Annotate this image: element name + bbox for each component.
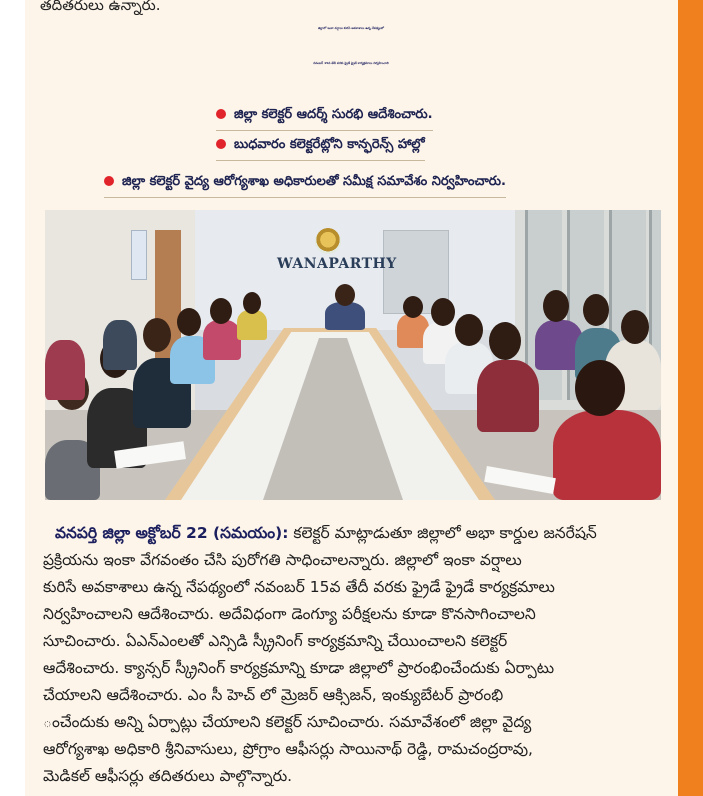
attendee-figure bbox=[103, 320, 137, 370]
body-line: కురిసే అవకాశాలు ఉన్న నేపథ్యంలో నవంబర్ 15వ తేదీ వరకు ఫ్రైడే ఫ్రైడే కార్యక్రమాలు bbox=[43, 578, 555, 596]
article-body bbox=[43, 520, 665, 790]
attendee-head bbox=[543, 290, 569, 322]
body-line: ఆదేశించారు. క్యాన్సర్ స్క్రీనింగ్ కార్యక్రమాన్ని కూడా జిల్లాలో ప్రారంభించేందుకు ఏర్పాటు bbox=[43, 659, 555, 677]
district-emblem-icon bbox=[315, 228, 341, 254]
attendee-head bbox=[431, 298, 455, 326]
wall-sign: WANAPARTHY bbox=[277, 256, 397, 272]
body-line: మెడికల్ ఆఫీసర్లు తదితరులు పాల్గొన్నారు. bbox=[43, 767, 293, 785]
attendee-head bbox=[243, 292, 261, 314]
summary-bullet bbox=[104, 174, 506, 198]
attendee-figure bbox=[477, 360, 539, 432]
attendee-figure bbox=[45, 340, 85, 400]
previous-article-tail: తదితరులు ఉన్నారు. bbox=[40, 0, 161, 14]
bullet-dot-icon bbox=[104, 176, 114, 186]
body-line bbox=[43, 520, 665, 547]
attendee-head bbox=[403, 296, 423, 318]
body-line: ప్రక్రియను ఇంకా వేగవంతం చేసి పురోగతి సాధించాలన్నారు. జిల్లాలో ఇంకా వర్షాలు bbox=[43, 551, 522, 569]
attendee-head bbox=[455, 314, 483, 346]
dateline: వనపర్తి జిల్లా అక్టోబర్ 22 (సమయం): bbox=[55, 524, 289, 542]
summary-bullet bbox=[216, 107, 433, 131]
bullet-text: జిల్లా కలెక్టర్ ఆదర్శ్ సురభి ఆదేశించారు. bbox=[234, 107, 433, 122]
bullet-text: బుధవారం కలెక్టరేట్లోని కాన్ఫరెన్స్ హాల్లో bbox=[234, 137, 425, 152]
bullet-dot-icon bbox=[216, 109, 226, 119]
attendee-head bbox=[335, 284, 355, 306]
body-line: ంచేందుకు అన్ని ఏర్పాట్లు చేయాలని కలెక్టర్ సూచించారు. సమావేశంలో జిల్లా వైద్య bbox=[43, 713, 532, 731]
attendee-head bbox=[583, 294, 609, 326]
attendee-head bbox=[621, 310, 649, 344]
body-line: నిర్వహించాలని ఆదేశించారు. అదేవిధంగా డెంగ్యూ పరీక్షలను కూడా కొనసాగించాలని bbox=[43, 605, 536, 623]
bullet-text: జిల్లా కలెక్టర్ వైద్య ఆరోగ్యశాఖ అధికారులతో సమీక్ష సమావేశం నిర్వహించారు. bbox=[122, 174, 506, 189]
bullet-dot-icon bbox=[216, 139, 226, 149]
attendee-figure bbox=[237, 310, 267, 340]
attendee-figure bbox=[325, 302, 365, 330]
page-side-bar bbox=[678, 0, 703, 796]
body-line: ఆరోగ్యశాఖ అధికారి శ్రీనివాసులు, ప్రోగ్రాం ఆఫీసర్లు సాయినాథ్ రెడ్డి, రామచంద్రరావు, bbox=[43, 740, 533, 758]
attendee-head bbox=[143, 318, 171, 352]
attendee-head bbox=[575, 360, 625, 416]
attendee-head bbox=[177, 308, 201, 336]
body-line: చేయాలని ఆదేశించారు. ఎం సీ హెచ్ లో మ్రెజర్ ఆక్సిజన్, ఇంక్యుబేటర్ ప్రారంభి bbox=[43, 686, 504, 704]
attendee-head bbox=[210, 298, 232, 324]
headline-line-1: జిల్లాలో ఇంకా వర్షాలు కురిసే అవకాశాలు ఉన్న నేపథ్యంలో bbox=[317, 26, 385, 30]
attendee-head bbox=[489, 322, 521, 360]
attendee-figure bbox=[203, 320, 241, 360]
meeting-photo bbox=[45, 210, 661, 500]
attendee-figure bbox=[553, 410, 661, 500]
body-line: సూచించారు. ఏఎన్ఎంలతో ఎన్సిడి స్క్రీనింగ్ కార్యక్రమాన్ని చేయించాలని కలెక్టర్ bbox=[43, 632, 508, 650]
body-line-text: కలెక్టర్ మాట్లాడుతూ జిల్లాలో అభా కార్డుల జనరేషన్ bbox=[293, 524, 597, 542]
photo-poster bbox=[131, 230, 147, 280]
summary-bullet bbox=[216, 137, 425, 161]
headline-line-2: నవంబర్ 15వ తేదీ వరకు ఫ్రైడే ఫ్రైడే కార్యక్రమాలు నిర్వహించాలి bbox=[313, 61, 389, 65]
